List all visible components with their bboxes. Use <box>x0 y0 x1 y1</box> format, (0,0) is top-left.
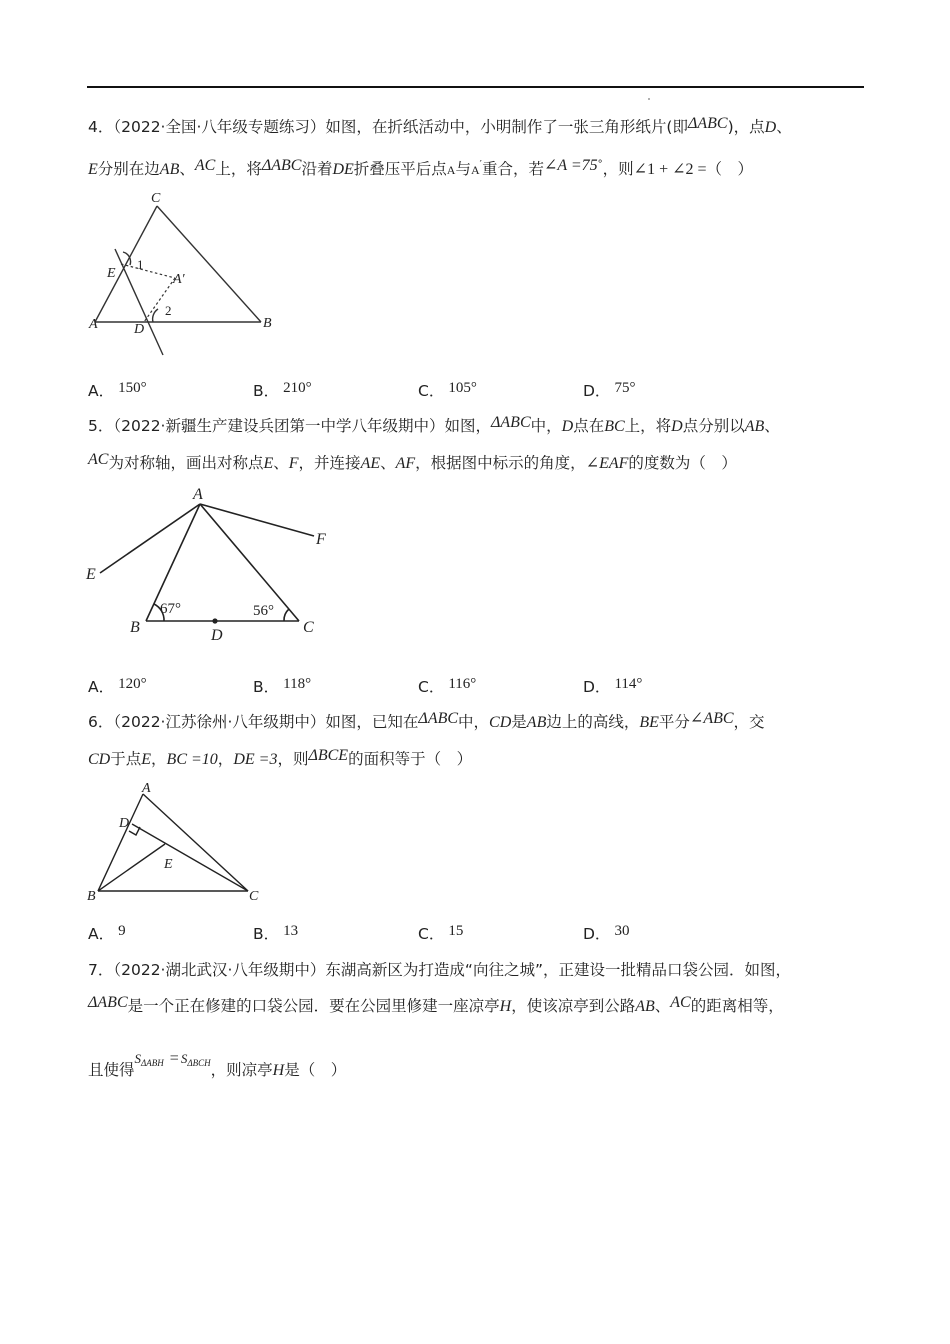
q5-label-b: B <box>130 619 140 636</box>
q5-line2: AC为对称轴，画出对称点E、F，并连接AE、AF，根据图中标示的角度，∠EAF的度数为（ ） <box>88 451 737 472</box>
q4-option-d[interactable]: D． 75° <box>583 380 636 400</box>
q4-label-e: E <box>107 266 116 281</box>
q6-side-ac <box>143 794 248 891</box>
q6-line1: 6．（2022·江苏徐州·八年级期中）如图，已知在ΔABC中，CD是AB边上的高线，BE平分∠ABC，交 <box>88 710 765 731</box>
q5-line1: 5．（2022·新疆生产建设兵团第一中学八年级期中）如图，ΔABC中，D点在BC上，将D点分别以AB、 <box>88 414 780 435</box>
q4-option-c[interactable]: C． 105° <box>418 380 477 400</box>
q6-option-c[interactable]: C． 15 <box>418 923 464 943</box>
q4-label-2: 2 <box>165 303 172 318</box>
q6-label-c: C <box>249 889 259 904</box>
q4-line2: E分别在边AB、AC上，将ΔABC沿着DE折叠压平后点A与A′重合，若∠A =75°，则∠1 + ∠2 =（ ） <box>88 157 754 178</box>
q5-angle-b-label: 67° <box>160 601 181 617</box>
q4-label-d: D <box>134 322 145 337</box>
q4-option-a[interactable]: A． 150° <box>88 380 147 400</box>
q5-angle-c-arc <box>284 609 289 621</box>
q5-option-d[interactable]: D． 114° <box>583 676 643 696</box>
q5-figure <box>80 480 340 650</box>
q4-figure <box>85 185 285 360</box>
q7-line3: 且使得SΔABH = SΔBCH，则凉亭H是（ ） <box>88 1050 347 1079</box>
q6-figure <box>85 780 265 905</box>
q5-label-c: C <box>303 619 314 636</box>
q4-label-a: A <box>89 317 98 332</box>
q7-line1: 7．（2022·湖北武汉·八年级期中）东湖高新区为打造成“向往之城”，正建设一批精品口袋公园．如图， <box>88 961 791 979</box>
q5-option-a[interactable]: A． 120° <box>88 676 147 696</box>
q6-altitude-cd <box>132 824 248 891</box>
q5-label-e: E <box>86 566 96 583</box>
q5-label-d: D <box>211 627 223 644</box>
q4-label-1: 1 <box>137 257 144 272</box>
q6-line2: CD于点E，BC =10，DE =3，则ΔBCE的面积等于（ ） <box>88 747 473 768</box>
q5-segment-af <box>200 504 314 536</box>
q5-angle-c-label: 56° <box>253 603 274 619</box>
q6-label-a: A <box>142 781 151 796</box>
q5-point-d <box>212 618 217 623</box>
q4-angle-2-arc <box>153 309 158 322</box>
q5-side-ac <box>200 504 299 621</box>
header-dot <box>648 98 650 100</box>
q6-side-ab <box>98 794 143 891</box>
q4-option-b[interactable]: B． 210° <box>253 380 312 400</box>
q6-option-d[interactable]: D． 30 <box>583 923 630 943</box>
q5-option-c[interactable]: C． 116° <box>418 676 477 696</box>
q6-option-b[interactable]: B． 13 <box>253 923 299 943</box>
q5-label-f: F <box>316 531 326 548</box>
q5-label-a: A <box>193 486 203 503</box>
q6-bisector-be <box>98 844 165 891</box>
q7-line2: ΔABC是一个正在修建的口袋公园．要在公园里修建一座凉亭H，使该凉亭到公路AB、AC的距离相等， <box>88 994 784 1015</box>
q4-dashed-ea <box>121 264 175 278</box>
q4-label-c: C <box>151 191 161 206</box>
q4-line1: 4．（2022·全国·八年级专题练习）如图，在折纸活动中，小明制作了一张三角形纸片(即ΔABC)，点D、 <box>88 115 792 136</box>
q4-label-b: B <box>263 316 272 331</box>
q4-label-aprime: A′ <box>173 272 185 287</box>
q6-label-e: E <box>164 857 173 872</box>
q5-option-b[interactable]: B． 118° <box>253 676 312 696</box>
q6-label-d: D <box>119 816 130 831</box>
q6-label-b: B <box>87 889 96 904</box>
q5-segment-ae <box>100 504 200 573</box>
q4-side-ac <box>95 206 157 322</box>
q6-option-a[interactable]: A． 9 <box>88 923 126 943</box>
q4-side-cb <box>157 206 261 322</box>
header-rule <box>87 86 864 88</box>
